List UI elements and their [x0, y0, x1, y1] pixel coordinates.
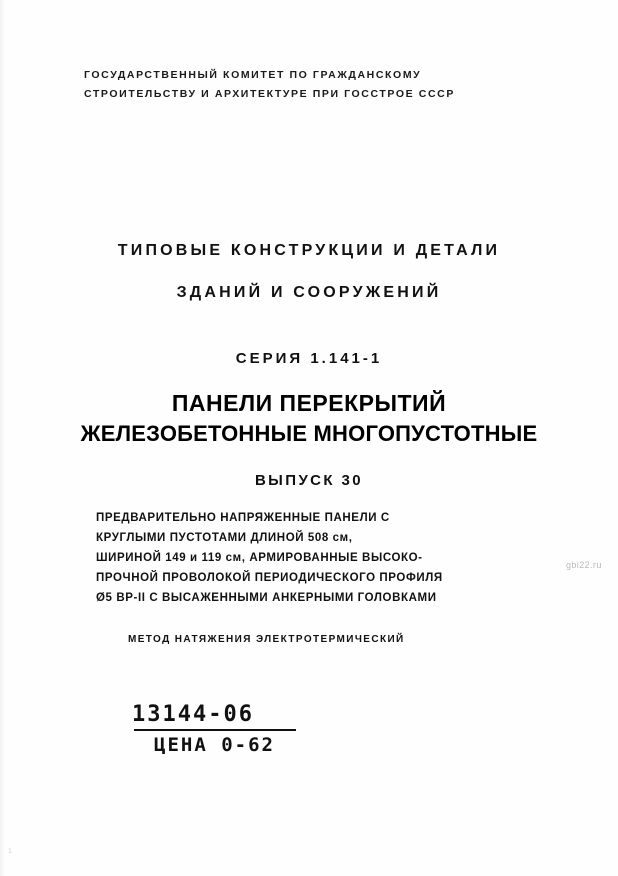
tensioning-method: МЕТОД НАТЯЖЕНИЯ ЭЛЕКТРОТЕРМИЧЕСКИЙ [128, 634, 405, 645]
issuing-authority-line-1: ГОСУДАРСТВЕННЫЙ КОМИТЕТ ПО ГРАЖДАНСКОМУ [84, 69, 422, 81]
issuing-authority-line-2: СТРОИТЕЛЬСТВУ И АРХИТЕКТУРЕ ПРИ ГОССТРОЕ СССР [84, 88, 455, 100]
series-title-line-1: ТИПОВЫЕ КОНСТРУКЦИИ И ДЕТАЛИ [117, 242, 501, 259]
scan-corner-mark: 1 [8, 848, 13, 855]
stamp-underline [134, 729, 296, 731]
document-main-title [0, 388, 618, 450]
description-line-3: ШИРИНОЙ 149 и 119 см, АРМИРОВАННЫЕ ВЫСОКО- [96, 552, 423, 564]
description-line-5: Ø5 ВР-II С ВЫСАЖЕННЫМИ АНКЕРНЫМИ ГОЛОВКАМИ [96, 592, 437, 604]
document-code: 13144-06 [132, 702, 254, 727]
description-block [96, 508, 536, 608]
description-line-2: КРУГЛЫМИ ПУСТОТАМИ ДЛИНОЙ 508 см, [96, 532, 353, 544]
main-title-line-2: ЖЕЛЕЗОБЕТОННЫЕ МНОГОПУСТОТНЫЕ [80, 421, 538, 446]
document-price: ЦЕНА 0-62 [154, 734, 275, 756]
series-title-line-2: ЗДАНИЙ И СООРУЖЕНИЙ [176, 284, 442, 301]
description-line-1: ПРЕДВАРИТЕЛЬНО НАПРЯЖЕННЫЕ ПАНЕЛИ С [96, 512, 390, 524]
main-title-line-1: ПАНЕЛИ ПЕРЕКРЫТИЙ [171, 390, 447, 416]
document-code-stamp [132, 702, 392, 756]
series-title [0, 238, 618, 306]
description-line-4: ПРОЧНОЙ ПРОВОЛОКОЙ ПЕРИОДИЧЕСКОГО ПРОФИЛЯ [96, 572, 443, 584]
issue-number: ВЫПУСК 30 [254, 472, 364, 489]
watermark: gbi22.ru [566, 560, 602, 570]
issuing-authority [84, 66, 544, 104]
series-number: СЕРИЯ 1.141-1 [235, 350, 383, 367]
